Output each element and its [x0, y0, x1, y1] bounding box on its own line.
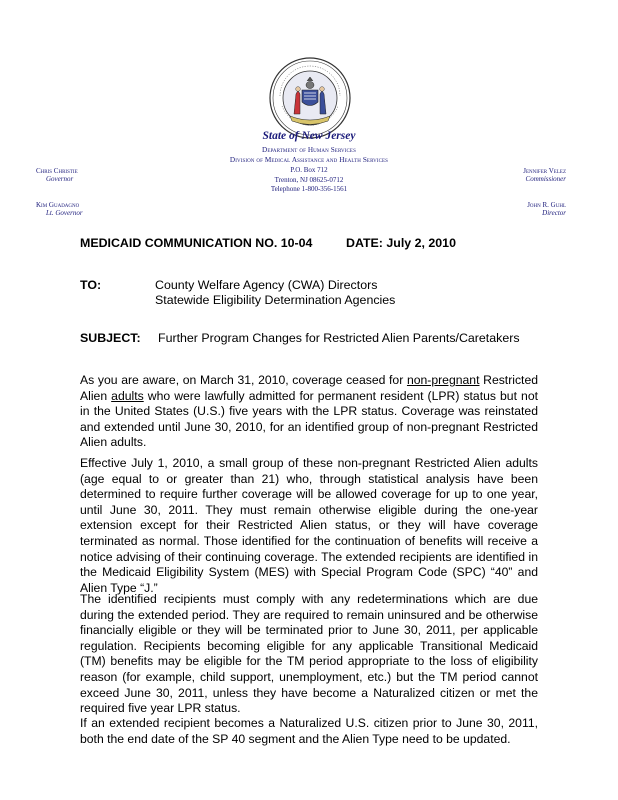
- director-block: [527, 201, 566, 217]
- subject-text: Further Program Changes for Restricted Alien Parents/Caretakers: [158, 331, 520, 345]
- paragraph-3: The identified recipients must comply with any redeterminations which are due during the extended period. They are required to remain uninsured and be otherwise financially eligible or they will be terminated prior to June 30, 2011, per applicable regulation. Recipients becoming eligible for any applicable Transitional Medicaid (TM) benefits may be eligible for the TM period appropriate to the loss of eligibility reason (for example, child support, unemployment, etc.) but the TM period cannot exceed June 30, 2011, unless they have become a Naturalized citizen or met the required five year LPR status.: [80, 592, 538, 716]
- p1-underlined-non-pregnant: non-pregnant: [406, 373, 480, 387]
- director-title: Director: [542, 209, 566, 217]
- p1-underlined-adults: adults: [111, 388, 144, 403]
- state-seal-image: [268, 56, 352, 140]
- lt-governor-block: [36, 201, 83, 217]
- governor-name: Chris Christie: [36, 167, 78, 175]
- to-recipient-1: County Welfare Agency (CWA) Directors: [155, 278, 378, 292]
- p1-text-b: Restricted Alien: [80, 373, 538, 403]
- paragraph-4: If an extended recipient becomes a Naturalized U.S. citizen prior to June 30, 2011, both the end date of the SP 40 segment and the Alien Type need to be updated.: [80, 716, 538, 746]
- to-label: TO:: [80, 278, 102, 292]
- commissioner-block: [523, 167, 566, 183]
- to-recipient-2: Statewide Eligibility Determination Agencies: [155, 293, 396, 307]
- commissioner-title: Commissioner: [525, 175, 566, 183]
- state-title: State of New Jersey: [262, 130, 356, 142]
- paragraph-2: Effective July 1, 2010, a small group of these non-pregnant Restricted Alien adults (age equal to or greater than 21) who, through statistical analysis have been determined to require further coverage will be allowed coverage for up to one year, until June 30, 2011. They must remain otherwise eligible during the one-year extension except for their Restricted Alien status, or they will have coverage terminated as normal. Those identified for the continuation of benefits will receive a notice advising of their continuing coverage. The extended recipients are identified in the Medicaid Eligibility System (MES) with Special Program Code (SPC) “40” and Alien Type “J.”: [80, 456, 538, 595]
- po-box: P.O. Box 712: [290, 166, 328, 174]
- city-address: Trenton, NJ 08625-0712: [274, 176, 344, 184]
- communication-date: DATE: July 2, 2010: [346, 236, 456, 250]
- lt-governor-name: Kim Guadagno: [36, 201, 80, 209]
- p1-text-a: As you are aware, on March 31, 2010, coverage ceased for: [80, 373, 407, 387]
- division-name: Division of Medical Assistance and Health Services: [229, 156, 389, 164]
- paragraph-1: [80, 373, 538, 451]
- department-name: Department of Human Services: [262, 146, 356, 154]
- telephone: Telephone 1-800-356-1561: [270, 185, 348, 193]
- director-name: John R. Guhl: [527, 201, 566, 209]
- commissioner-name: Jennifer Velez: [523, 167, 566, 175]
- lt-governor-title: Lt. Governor: [46, 209, 83, 217]
- communication-number: MEDICAID COMMUNICATION NO. 10-04: [80, 236, 313, 250]
- governor-title: Governor: [46, 175, 74, 183]
- governor-block: [36, 167, 78, 183]
- p1-text-c: who were lawfully admitted for permanent resident (LPR) status but not in the United States (U.S.) five years with the LPR status. Coverage was reinstated and extended until June 30, 2010, for an identified group of non-pregnant Restricted Alien adults.: [80, 388, 538, 450]
- subject-label: SUBJECT:: [80, 331, 141, 345]
